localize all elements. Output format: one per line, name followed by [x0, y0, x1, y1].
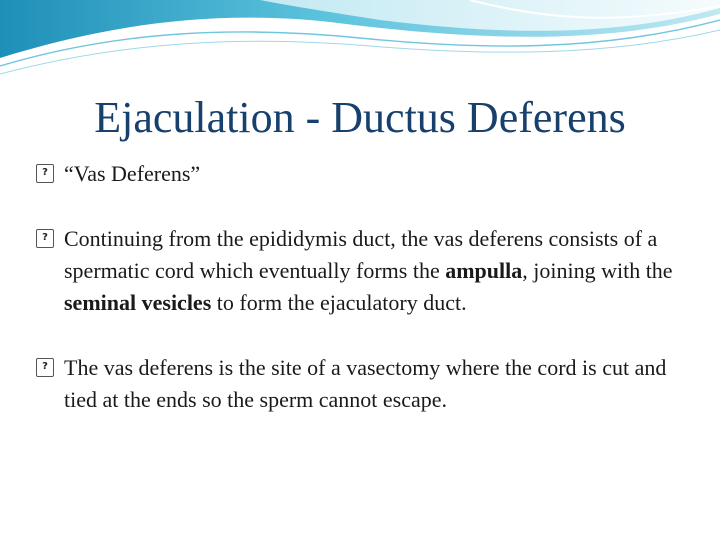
bullet-item — [36, 352, 696, 416]
bullet-text — [64, 223, 696, 319]
missing-glyph-icon: ? — [36, 164, 54, 183]
bold-term-seminal-vesicles: seminal vesicles — [64, 290, 212, 315]
bullet-marker — [36, 223, 64, 248]
bullet-text-segment: to form the ejaculatory duct. — [211, 290, 467, 315]
slide-title: Ejaculation - Ductus Deferens — [94, 93, 626, 142]
bullet-text-segment: “Vas Deferens” — [64, 161, 201, 186]
decorative-wave-header — [0, 0, 720, 90]
bullet-item — [36, 223, 696, 319]
bullet-item — [36, 158, 696, 190]
missing-glyph-icon: ? — [36, 229, 54, 248]
missing-glyph-icon: ? — [36, 358, 54, 377]
bullet-marker — [36, 158, 64, 183]
bullet-text-segment: Continuing from the epididymis duct, the vas deferens consists of a spermatic cord which eventually forms the — [64, 226, 658, 283]
bullet-list — [36, 158, 696, 416]
bullet-text-segment: The vas deferens is the site of a vasectomy where the cord is cut and tied at the ends so the sperm cannot escape. — [64, 355, 667, 412]
bold-term-ampulla: ampulla — [445, 258, 523, 283]
bullet-text — [64, 352, 696, 416]
bullet-text-segment: , joining with the — [522, 258, 673, 283]
bullet-text — [64, 158, 696, 190]
bullet-marker — [36, 352, 64, 377]
wave-line-2 — [0, 30, 720, 74]
